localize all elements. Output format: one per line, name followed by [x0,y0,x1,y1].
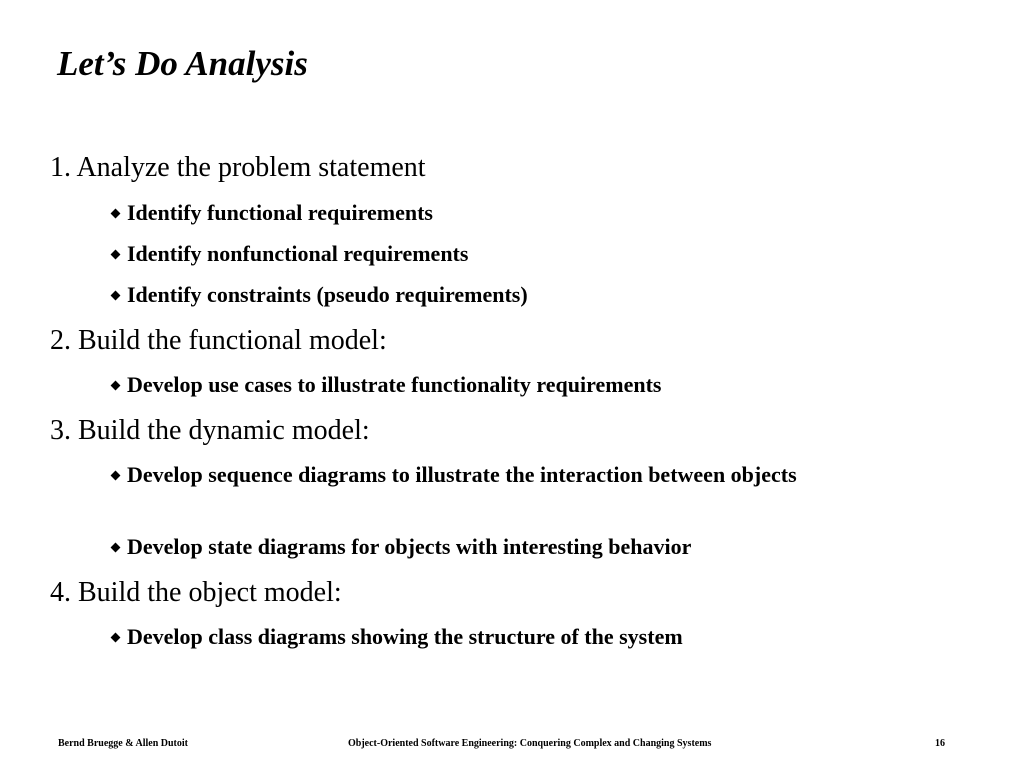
sub-item [104,370,904,400]
sub-item-text: Identify constraints (pseudo requirements) [127,282,528,307]
outline-item-2: 2. Build the functional model: [50,325,387,356]
footer-book-title: Object-Oriented Software Engineering: Conquering Complex and Changing Systems [348,738,712,749]
diamond-bullet-icon [104,460,126,490]
sub-item [104,532,904,562]
sub-item-text: Develop use cases to illustrate functionality requirements [127,372,662,397]
slide-title: Let’s Do Analysis [57,44,308,83]
diamond-bullet-icon [104,532,126,562]
diamond-bullet-icon [104,280,126,310]
sub-item-text: Identify functional requirements [127,200,433,225]
diamond-bullet-icon [104,239,126,269]
sub-item [104,198,904,228]
sub-item [104,622,904,652]
sub-item-text: Identify nonfunctional requirements [127,241,469,266]
sub-item [104,280,904,310]
outline-item-1: 1. Analyze the problem statement [50,152,426,183]
diamond-bullet-icon [104,370,126,400]
diamond-bullet-icon [104,622,126,652]
sub-item-text: Develop sequence diagrams to illustrate the interaction between objects [127,462,797,487]
outline-item-3: 3. Build the dynamic model: [50,415,370,446]
sub-item-text: Develop state diagrams for objects with interesting behavior [127,534,692,559]
outline-item-4: 4. Build the object model: [50,577,342,608]
sub-item [104,239,904,269]
footer-authors: Bernd Bruegge & Allen Dutoit [58,738,188,749]
diamond-bullet-icon [104,198,126,228]
sub-item-text: Develop class diagrams showing the structure of the system [127,624,683,649]
footer-page-number: 16 [935,738,945,749]
sub-item [104,460,904,490]
